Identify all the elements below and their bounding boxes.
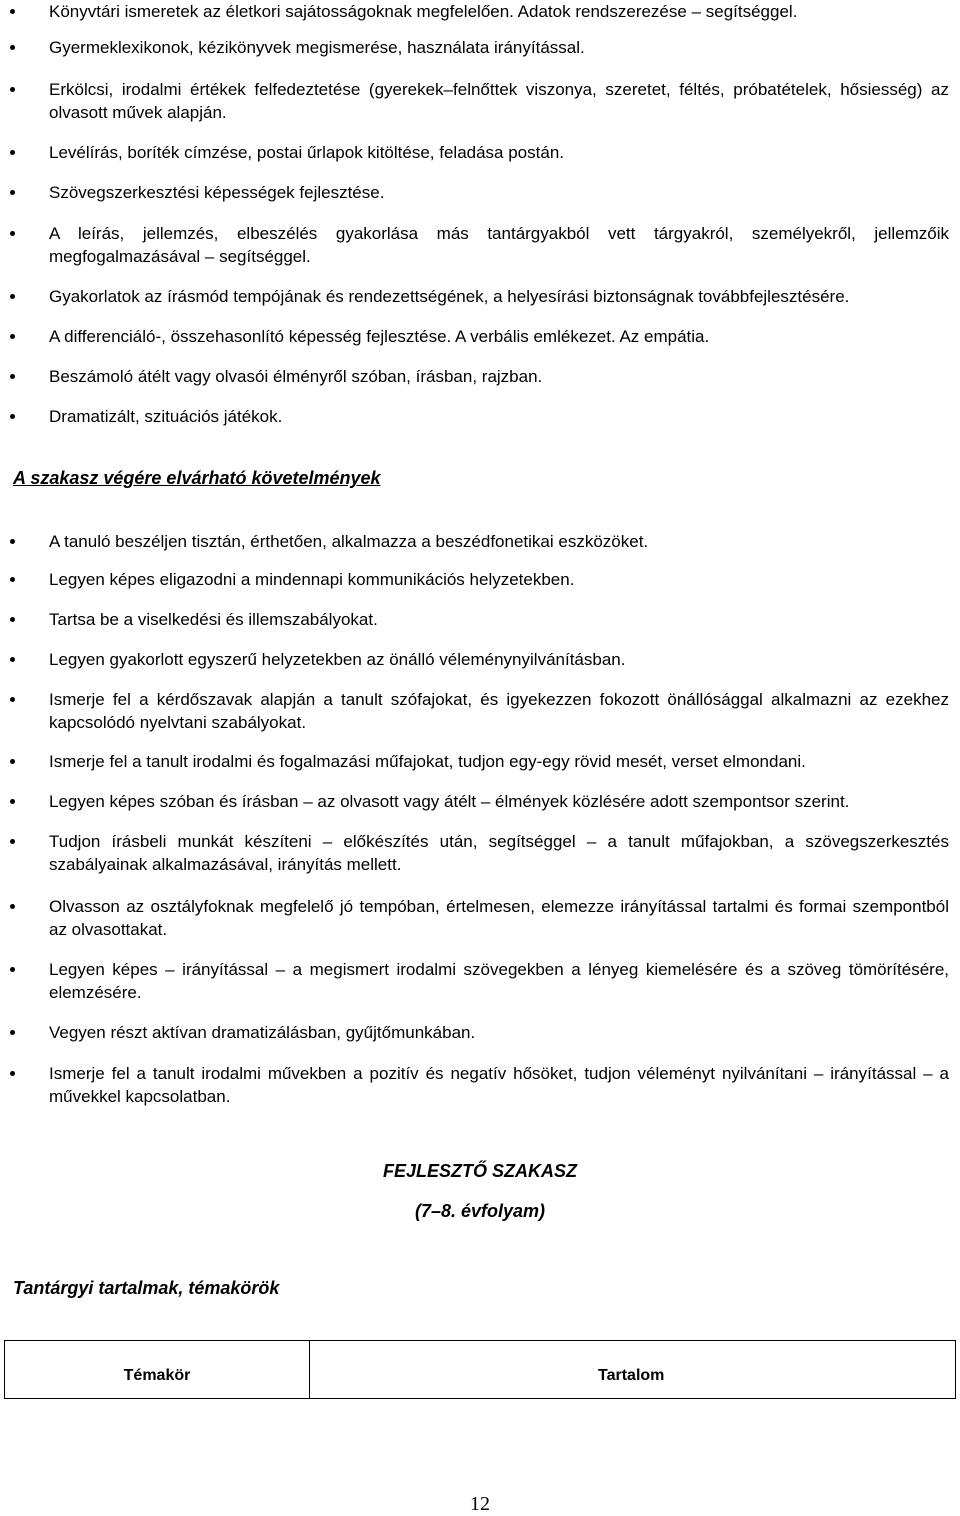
- table-header-cell: [5, 1341, 310, 1398]
- bullet-icon: [10, 697, 15, 702]
- bullet-icon: [10, 1071, 15, 1076]
- bullet-icon: [10, 45, 15, 50]
- bullet-icon: [10, 617, 15, 622]
- list-item: Legyen képes szóban és írásban – az olvasott vagy átélt – élmények közlésére adott szempontsor szerint.: [49, 790, 949, 813]
- list-item: Olvasson az osztályfoknak megfelelő jó tempóban, értelmesen, elemezze irányítással tartalmi és formai szempontból az olvasottakat.: [49, 895, 949, 941]
- bullet-icon: [10, 87, 15, 92]
- subsection-heading: Tantárgyi tartalmak, témakörök: [13, 1278, 280, 1298]
- bullet-icon: [10, 759, 15, 764]
- list-item: A leírás, jellemzés, elbeszélés gyakorlása más tantárgyakból vett tárgyakról, személyekről, jellemzőik megfogalmazásával – segítséggel.: [49, 222, 949, 268]
- bullet-icon: [10, 799, 15, 804]
- stage-title: FEJLESZTŐ SZAKASZ: [382, 1161, 577, 1181]
- table-header-content: Tartalom: [598, 1367, 665, 1384]
- list-item: Könyvtári ismeretek az életkori sajátosságoknak megfelelően. Adatok rendszerezése – segítséggel.: [49, 0, 949, 23]
- bullet-icon: [10, 904, 15, 909]
- list-item: Ismerje fel a tanult irodalmi és fogalmazási műfajokat, tudjon egy-egy rövid mesét, verset elmondani.: [49, 750, 949, 773]
- list-item: Levélírás, boríték címzése, postai űrlapok kitöltése, feladása postán.: [49, 141, 949, 164]
- section-heading: A szakasz végére elvárható követelmények: [13, 468, 381, 488]
- bullet-icon: [10, 334, 15, 339]
- bullet-icon: [10, 839, 15, 844]
- list-item: A tanuló beszéljen tisztán, érthetően, alkalmazza a beszédfonetikai eszközöket.: [49, 530, 949, 553]
- list-item: Legyen képes – irányítással – a megismert irodalmi szövegekben a lényeg kiemelésére és a szöveg tömörítésére, elemzésére.: [49, 958, 949, 1004]
- bullet-icon: [10, 294, 15, 299]
- list-item: Gyermeklexikonok, kézikönyvek megismerése, használata irányítással.: [49, 36, 949, 59]
- bullet-icon: [10, 1030, 15, 1035]
- list-item: Gyakorlatok az írásmód tempójának és rendezettségének, a helyesírási biztonságnak továbbfejlesztésére.: [49, 285, 949, 308]
- content-table: [4, 1340, 956, 1399]
- list-item: A differenciáló-, összehasonlító képesség fejlesztése. A verbális emlékezet. Az empátia.: [49, 325, 949, 348]
- page-number: 12: [470, 1493, 490, 1515]
- table-header-topic: Témakör: [123, 1367, 191, 1384]
- list-item: Vegyen részt aktívan dramatizálásban, gyűjtőmunkában.: [49, 1021, 949, 1044]
- list-item: Ismerje fel a tanult irodalmi művekben a pozitív és negatív hősöket, tudjon véleményt nyilvánítani – irányítással – a művekkel kapcsolatban.: [49, 1062, 949, 1108]
- bullet-icon: [10, 657, 15, 662]
- stage-grades: (7–8. évfolyam): [414, 1201, 546, 1221]
- list-item: Beszámoló átélt vagy olvasói élményről szóban, írásban, rajzban.: [49, 365, 949, 388]
- bullet-icon: [10, 577, 15, 582]
- bullet-icon: [10, 414, 15, 419]
- bullet-icon: [10, 539, 15, 544]
- list-item: Tartsa be a viselkedési és illemszabályokat.: [49, 608, 949, 631]
- list-item: Erkölcsi, irodalmi értékek felfedeztetése (gyerekek–felnőttek viszonya, szeretet, féltés, próbatételek, hősiesség) az olvasott művek alapján.: [49, 78, 949, 124]
- list-item: Ismerje fel a kérdőszavak alapján a tanult szófajokat, és igyekezzen fokozott önállósággal alkalmazni az ezekhez kapcsolódó nyelvtani szabályokat.: [49, 688, 949, 734]
- bullet-icon: [10, 150, 15, 155]
- list-item: Legyen gyakorlott egyszerű helyzetekben az önálló véleménynyilvánításban.: [49, 648, 949, 671]
- list-item: Legyen képes eligazodni a mindennapi kommunikációs helyzetekben.: [49, 568, 949, 591]
- list-item: Dramatizált, szituációs játékok.: [49, 405, 949, 428]
- bullet-icon: [10, 9, 15, 14]
- bullet-icon: [10, 967, 15, 972]
- list-item: Tudjon írásbeli munkát készíteni – előkészítés után, segítséggel – a tanult műfajokban, a szövegszerkesztés szabályainak alkalmazásával, irányítás mellett.: [49, 830, 949, 876]
- list-item: Szövegszerkesztési képességek fejlesztése.: [49, 181, 949, 204]
- bullet-icon: [10, 374, 15, 379]
- table-header-cell: [310, 1341, 955, 1398]
- bullet-icon: [10, 231, 15, 236]
- bullet-icon: [10, 190, 15, 195]
